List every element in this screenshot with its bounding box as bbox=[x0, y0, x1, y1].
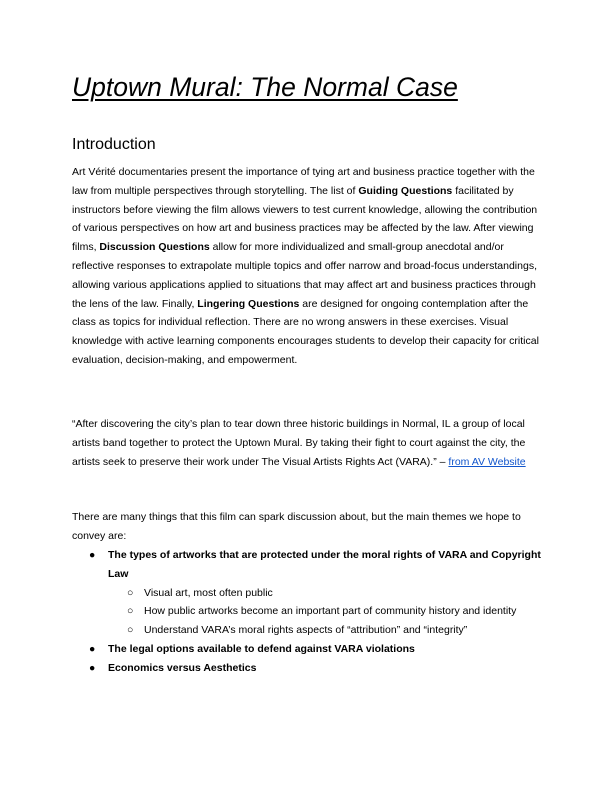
intro-text: are designed for ongoing contemplation after the class as topics for individual reflection. There are no wrong answers in these exercises. Visual knowledge with active learning components encourages students to develop their capacity for critical evaluation, decision-making, and empowerment. bbox=[72, 297, 539, 366]
sub-list-item-text: How public artworks become an important part of community history and identity bbox=[144, 605, 517, 618]
sub-list-item-text: Understand VARA’s moral rights aspects of “attribution” and “integrity” bbox=[144, 624, 468, 637]
av-website-link[interactable]: from AV Website bbox=[448, 455, 526, 468]
themes-list bbox=[72, 546, 542, 678]
sub-list-item bbox=[108, 621, 542, 640]
bullet-marker: ● bbox=[89, 549, 96, 561]
guiding-questions-term: Guiding Questions bbox=[358, 184, 453, 197]
list-item-text: Economics versus Aesthetics bbox=[108, 661, 257, 674]
sub-bullet-marker: ○ bbox=[127, 586, 134, 599]
intro-text: allow for more individualized and small-group anecdotal and/or reflective responses to extrapolate multiple topics and offer narrow and broad-focus understandings, allowing various applications applied to situations that may affect art and business practices through the lens of the law. Finally, bbox=[72, 241, 537, 310]
list-item-text: The legal options available to defend against VARA violations bbox=[108, 642, 415, 655]
sub-bullet-marker: ○ bbox=[127, 605, 134, 618]
sub-list-item bbox=[108, 602, 542, 621]
themes-intro-paragraph: There are many things that this film can spark discussion about, but the main themes we hope to convey are: bbox=[72, 511, 521, 542]
intro-text: facilitated by instructors before viewing the film allows viewers to test current knowledge, allowing the contribution of various perspectives on how art and business practices may be affected by the law. After viewing films, bbox=[72, 184, 538, 254]
sub-list-item bbox=[108, 584, 542, 603]
page-title: Uptown Mural: The Normal Case bbox=[72, 72, 458, 102]
intro-paragraph bbox=[72, 163, 542, 370]
sub-list bbox=[108, 584, 542, 640]
bullet-marker: ● bbox=[89, 661, 96, 674]
list-item bbox=[72, 659, 542, 678]
sub-list-item-text: Visual art, most often public bbox=[144, 586, 273, 599]
bullet-marker: ● bbox=[89, 642, 96, 655]
sub-bullet-marker: ○ bbox=[127, 624, 134, 637]
section-heading-introduction: Introduction bbox=[72, 136, 156, 153]
intro-text: Art Vérité documentaries present the importance of tying art and business practice together with the law from multiple perspectives through storytelling. The list of bbox=[72, 166, 535, 197]
quote-paragraph bbox=[72, 415, 542, 471]
lingering-questions-term: Lingering Questions bbox=[197, 297, 300, 310]
document-page bbox=[72, 68, 542, 674]
list-item bbox=[72, 640, 542, 659]
list-item-text: The types of artworks that are protected under the moral rights of VARA and Copyright Law bbox=[108, 549, 541, 580]
discussion-questions-term: Discussion Questions bbox=[99, 241, 210, 254]
list-item bbox=[72, 546, 542, 640]
quote-text: “After discovering the city’s plan to tear down three historic buildings in Normal, IL a group of local artists band together to protect the Uptown Mural. By taking their fight to court against the city, the artists seek to preserve their work under The Visual Artists Rights Act (VARA).” – bbox=[72, 418, 526, 468]
